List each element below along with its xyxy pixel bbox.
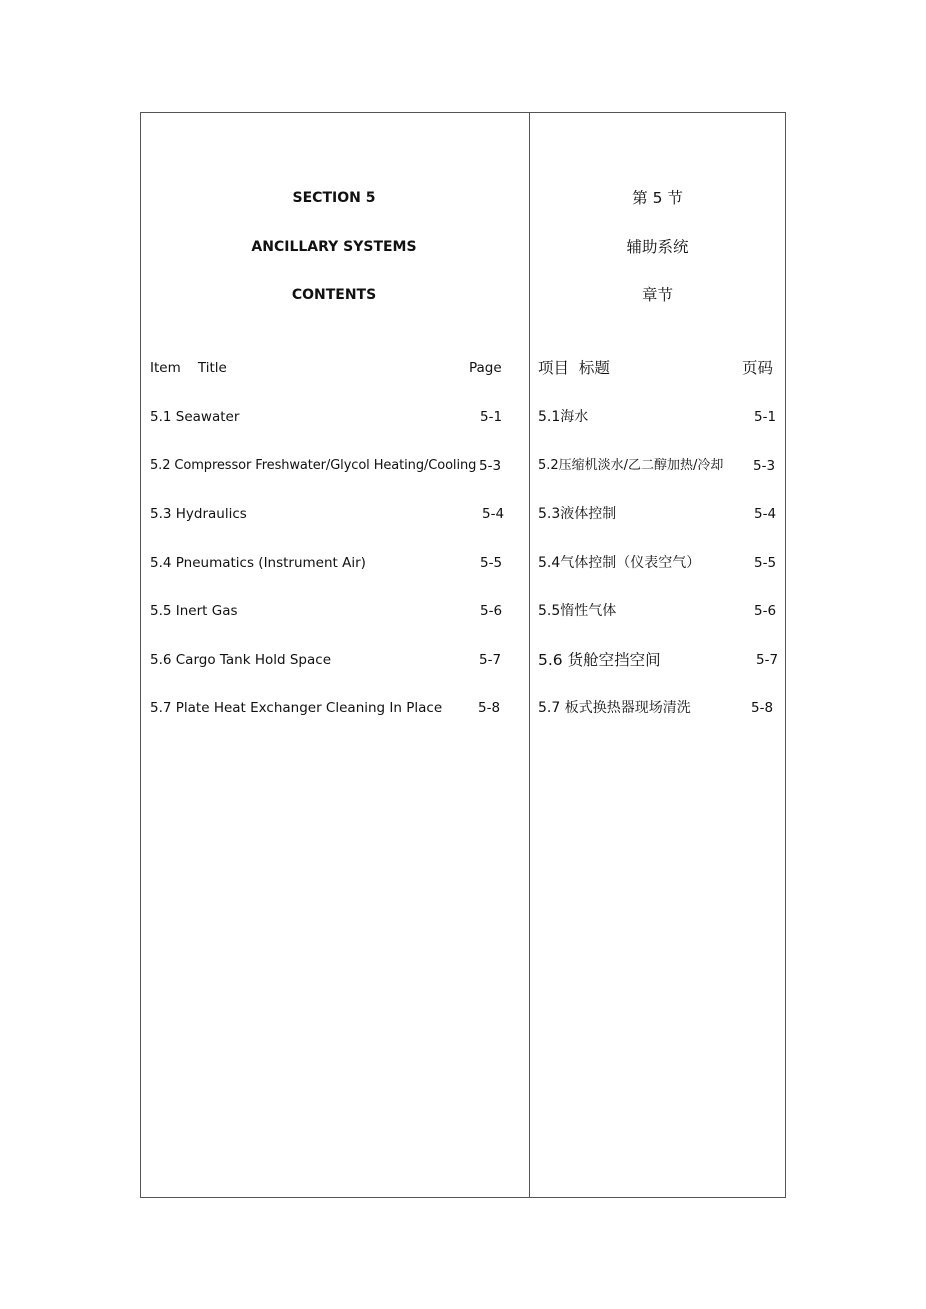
toc-entry-label-cn: 5.1海水 bbox=[538, 409, 589, 425]
toc-entry-page-cn: 5-3 bbox=[753, 458, 776, 474]
toc-entry-label: 5.6 Cargo Tank Hold Space bbox=[150, 652, 332, 668]
contents-heading-cn: 章节 bbox=[641, 286, 673, 304]
toc-entry-page: 5-5 bbox=[480, 555, 503, 571]
toc-entry-page-cn: 5-7 bbox=[756, 652, 779, 668]
toc-entry-label: 5.4 Pneumatics (Instrument Air) bbox=[150, 555, 366, 571]
section-heading-cn: 第 5 节 bbox=[632, 189, 683, 207]
column-divider bbox=[529, 113, 530, 1197]
toc-entry-page-cn: 5-6 bbox=[754, 603, 777, 619]
toc-entry-page-cn: 5-8 bbox=[751, 700, 774, 716]
toc-entry-label-cn: 5.7 板式换热器现场清洗 bbox=[538, 700, 691, 716]
section-heading: SECTION 5 bbox=[292, 190, 376, 206]
toc-entry-page: 5-6 bbox=[480, 603, 503, 619]
toc-entry-label-cn: 5.6 货舱空挡空间 bbox=[538, 651, 661, 669]
section-title-cn: 辅助系统 bbox=[626, 238, 689, 256]
toc-entry-label-cn: 5.4气体控制（仪表空气） bbox=[538, 555, 701, 571]
toc-entry-page: 5-7 bbox=[479, 652, 502, 668]
toc-entry-page-cn: 5-1 bbox=[754, 409, 777, 425]
section-title: ANCILLARY SYSTEMS bbox=[251, 239, 417, 255]
toc-entry-label-cn: 5.2压缩机淡水/乙二醇加热/冷却 bbox=[538, 458, 724, 473]
contents-heading: CONTENTS bbox=[291, 287, 377, 303]
toc-entry-page: 5-8 bbox=[478, 700, 501, 716]
toc-entry-page-cn: 5-5 bbox=[754, 555, 777, 571]
toc-entry-page: 5-1 bbox=[480, 409, 503, 425]
toc-entry-label: 5.7 Plate Heat Exchanger Cleaning In Place bbox=[150, 700, 443, 716]
toc-entry-label: 5.2 Compressor Freshwater/Glycol Heating/Cooling bbox=[150, 458, 477, 473]
page-header-cn: 页码 bbox=[742, 359, 774, 377]
item-title-header-cn: 项目 标题 bbox=[538, 359, 610, 377]
toc-entry-label-cn: 5.5惰性气体 bbox=[538, 603, 617, 619]
toc-entry-page: 5-4 bbox=[482, 506, 505, 522]
toc-entry-page-cn: 5-4 bbox=[754, 506, 777, 522]
toc-entry-label-cn: 5.3液体控制 bbox=[538, 506, 617, 522]
toc-entry-page: 5-3 bbox=[479, 458, 502, 474]
toc-entry-label: 5.3 Hydraulics bbox=[150, 506, 247, 522]
toc-entry-label: 5.1 Seawater bbox=[150, 409, 240, 425]
item-title-header: Item Title bbox=[150, 360, 227, 376]
toc-entry-label: 5.5 Inert Gas bbox=[150, 603, 238, 619]
page-header: Page bbox=[469, 360, 502, 376]
